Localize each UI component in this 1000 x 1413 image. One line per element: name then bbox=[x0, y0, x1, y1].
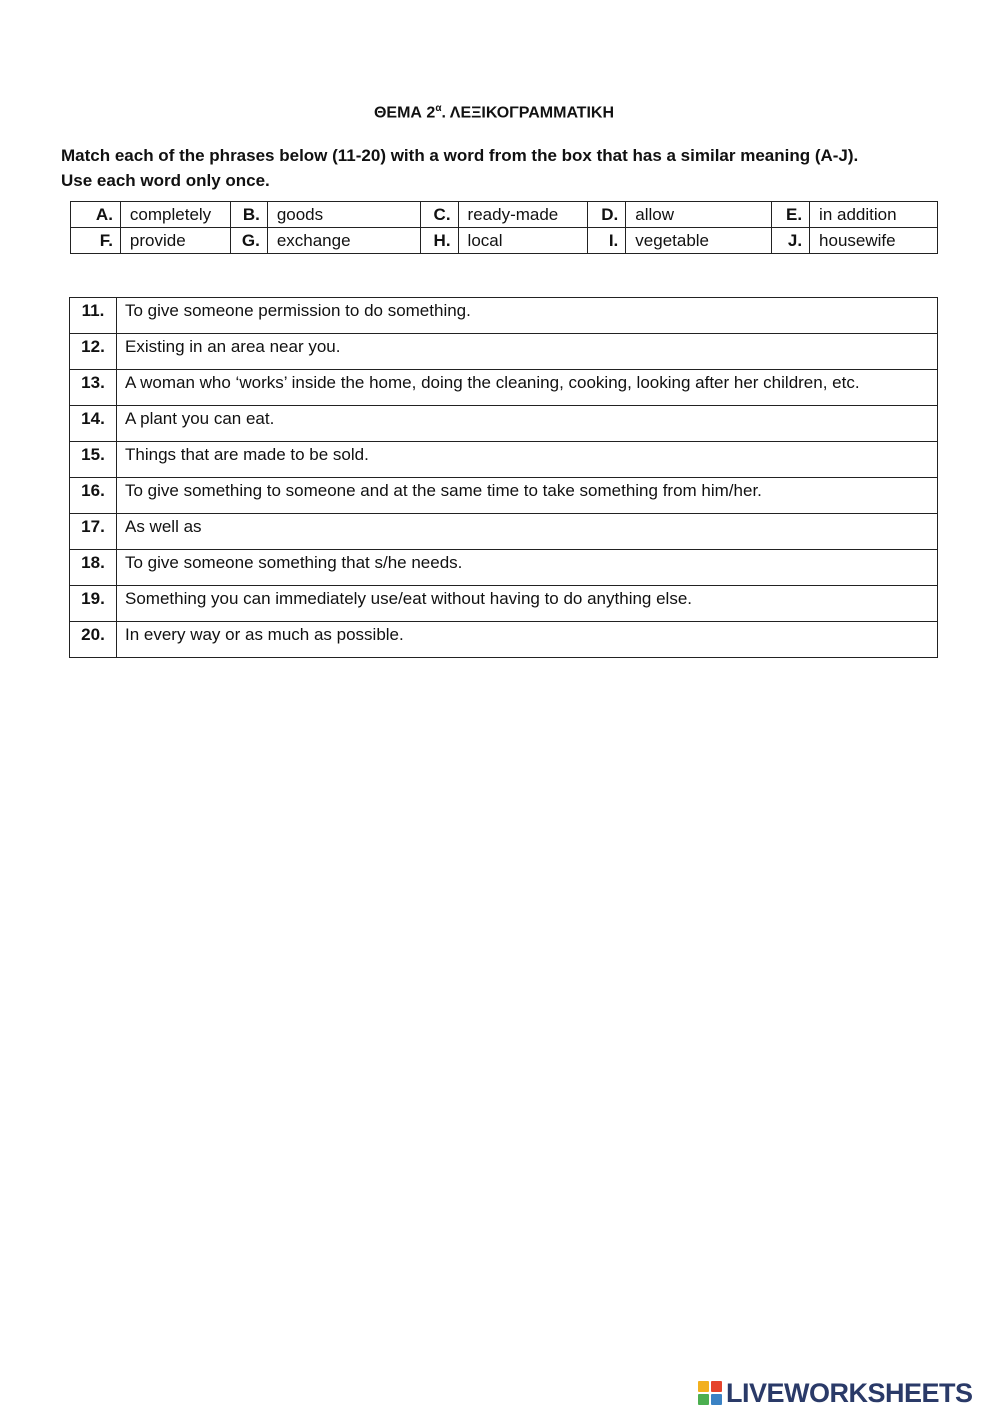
word-letter: D. bbox=[588, 202, 626, 228]
definition-text: To give something to someone and at the same time to take something from him/her. bbox=[117, 478, 938, 514]
word-letter: H. bbox=[420, 228, 458, 254]
definition-number: 20. bbox=[70, 622, 117, 658]
definition-number: 11. bbox=[70, 298, 117, 334]
logo-text: LIVEWORKSHEETS bbox=[726, 1377, 973, 1408]
page-title: ΘΕΜΑ $2^\alpha$. ΛΕΞΙΚΟΓΡΑΜΜΑΤΙΚΗ bbox=[373, 103, 614, 122]
word-item: local bbox=[458, 228, 588, 254]
word-item: provide bbox=[120, 228, 230, 254]
definition-number: 12. bbox=[70, 334, 117, 370]
definition-row bbox=[70, 514, 938, 550]
liveworksheets-logo bbox=[698, 1378, 973, 1408]
logo-square bbox=[698, 1394, 709, 1405]
definition-row bbox=[70, 622, 938, 658]
definition-text: To give someone something that s/he needs. bbox=[117, 550, 938, 586]
word-box-row bbox=[71, 202, 938, 228]
word-letter: C. bbox=[420, 202, 458, 228]
word-letter: E. bbox=[772, 202, 810, 228]
word-letter: J. bbox=[772, 228, 810, 254]
word-box-row bbox=[71, 228, 938, 254]
definition-row bbox=[70, 550, 938, 586]
word-item: in addition bbox=[810, 202, 938, 228]
definition-row bbox=[70, 478, 938, 514]
word-box-table bbox=[70, 201, 938, 254]
definition-number: 15. bbox=[70, 442, 117, 478]
definition-row bbox=[70, 334, 938, 370]
word-letter: I. bbox=[588, 228, 626, 254]
logo-square bbox=[711, 1394, 722, 1405]
definition-number: 16. bbox=[70, 478, 117, 514]
word-item: ready-made bbox=[458, 202, 588, 228]
definition-number: 19. bbox=[70, 586, 117, 622]
instructions bbox=[61, 143, 961, 193]
definition-number: 17. bbox=[70, 514, 117, 550]
definition-row bbox=[70, 586, 938, 622]
word-item: allow bbox=[626, 202, 772, 228]
word-item: housewife bbox=[810, 228, 938, 254]
definition-text: A plant you can eat. bbox=[117, 406, 938, 442]
word-item: vegetable bbox=[626, 228, 772, 254]
liveworksheets-logo-icon bbox=[698, 1381, 722, 1405]
definition-number: 18. bbox=[70, 550, 117, 586]
definition-number: 13. bbox=[70, 370, 117, 406]
logo-square bbox=[698, 1381, 709, 1392]
definition-row bbox=[70, 406, 938, 442]
word-item: goods bbox=[267, 202, 420, 228]
definition-number: 14. bbox=[70, 406, 117, 442]
logo-square bbox=[711, 1381, 722, 1392]
definition-text: Existing in an area near you. bbox=[117, 334, 938, 370]
definition-text: A woman who ‘works’ inside the home, doing the cleaning, cooking, looking after her children, etc. bbox=[117, 370, 938, 406]
word-letter: F. bbox=[71, 228, 121, 254]
word-letter: A. bbox=[71, 202, 121, 228]
definition-text: Something you can immediately use/eat without having to do anything else. bbox=[117, 586, 938, 622]
instructions-line-2: Use each word only once. bbox=[61, 171, 270, 190]
word-item: completely bbox=[120, 202, 230, 228]
definition-row bbox=[70, 298, 938, 334]
definition-text: As well as bbox=[117, 514, 938, 550]
definition-text: To give someone permission to do something. bbox=[117, 298, 938, 334]
definitions-table bbox=[69, 297, 938, 658]
definition-row bbox=[70, 370, 938, 406]
word-letter: B. bbox=[230, 202, 267, 228]
instructions-line-1: Match each of the phrases below (11-20) with a word from the box that has a similar meaning (A-J). bbox=[61, 146, 859, 165]
definition-text: Things that are made to be sold. bbox=[117, 442, 938, 478]
definition-row bbox=[70, 442, 938, 478]
word-item: exchange bbox=[267, 228, 420, 254]
definition-text: In every way or as much as possible. bbox=[117, 622, 938, 658]
word-letter: G. bbox=[230, 228, 267, 254]
